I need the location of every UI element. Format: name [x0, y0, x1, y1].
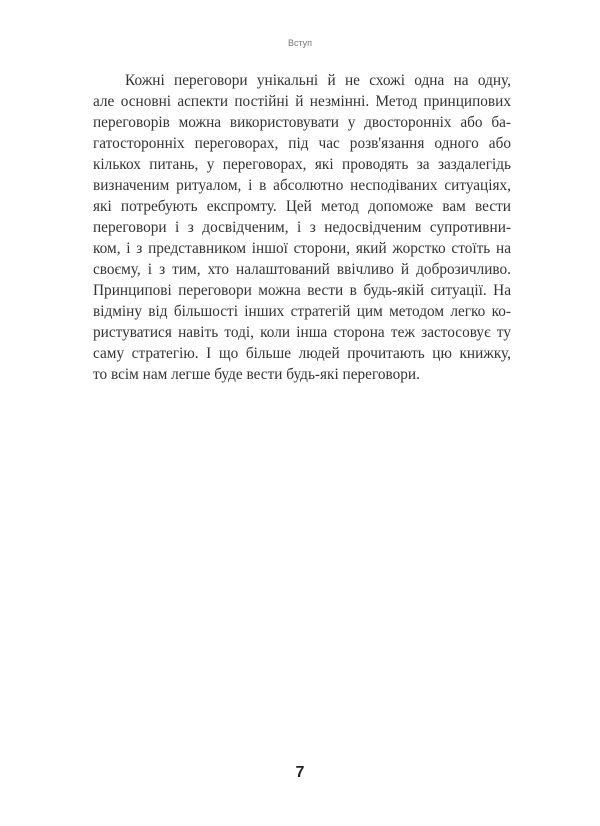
text-line: кількох питань, у переговорах, які проводять за заздалегідь: [93, 156, 511, 173]
page-number: 7: [295, 764, 305, 781]
text-line: то всім нам легше буде вести будь-які переговори.: [93, 366, 420, 383]
text-line: саму стратегію. І що більше людей прочитають цю книжку,: [93, 345, 511, 362]
text-line: ком, і з представником іншої сторони, який жорстко стоїть на: [93, 240, 511, 257]
text-line: переговорів можна використовувати у двосторонніх або ба-: [93, 114, 511, 131]
text-line: переговори і з досвідченим, і з недосвідченим супротивни-: [93, 219, 511, 236]
text-line: які потребують експромту. Цей метод допоможе вам вести: [93, 198, 511, 215]
text-line: але основні аспекти постійні й незмінні. Метод принципових: [93, 93, 511, 110]
text-line: визначеним ритуалом, і в абсолютно несподіваних ситуаціях,: [93, 177, 511, 194]
text-line: Кожні переговори унікальні й не схожі одна на одну,: [125, 72, 511, 89]
body-paragraph: [93, 70, 511, 385]
text-line: своєму, і з тим, хто налаштований ввічливо й доброзичливо.: [93, 261, 511, 278]
text-line: відміну від більшості інших стратегій цим методом легко ко-: [93, 303, 511, 320]
text-line: гатосторонніх переговорах, під час розв'язання одного або: [93, 135, 511, 152]
text-line: ристуватися навіть тоді, коли інша сторона теж застосовує ту: [93, 324, 511, 341]
running-header: Вступ: [287, 38, 313, 48]
text-line: Принципові переговори можна вести в будь-якій ситуації. На: [93, 282, 511, 299]
